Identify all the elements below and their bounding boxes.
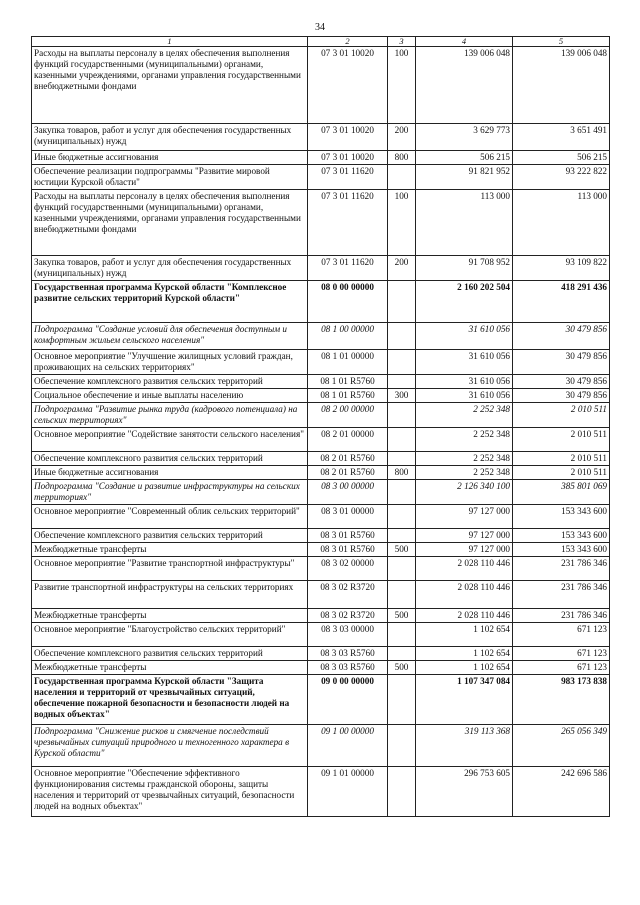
row-code-cell: 08 3 03 00000 xyxy=(308,623,388,647)
row-value-2021-cell: 2 028 110 446 xyxy=(416,557,513,581)
row-code-cell: 08 3 03 R5760 xyxy=(308,647,388,661)
row-value-2021-cell: 91 821 952 xyxy=(416,165,513,190)
row-value-2021-cell: 2 160 202 504 xyxy=(416,281,513,323)
row-code-cell: 07 3 01 11620 xyxy=(308,256,388,281)
row-value-2021-cell: 139 006 048 xyxy=(416,47,513,124)
row-code-cell: 08 2 01 R5760 xyxy=(308,466,388,480)
row-code-cell: 08 3 01 00000 xyxy=(308,505,388,529)
table-body xyxy=(32,47,610,817)
row-type-cell: 800 xyxy=(388,151,416,165)
row-code-cell: 08 3 02 R3720 xyxy=(308,581,388,609)
row-code-cell: 09 1 00 00000 xyxy=(308,725,388,767)
row-type-cell xyxy=(388,623,416,647)
row-value-2022-cell: 153 343 600 xyxy=(513,505,610,529)
row-value-2022-cell: 30 479 856 xyxy=(513,323,610,350)
column-header: 3 xyxy=(388,37,416,47)
row-code-cell: 07 3 01 10020 xyxy=(308,151,388,165)
row-name-cell: Межбюджетные трансферты xyxy=(32,609,308,623)
row-value-2021-cell: 31 610 056 xyxy=(416,350,513,375)
table-row xyxy=(32,623,610,647)
row-name-cell: Социальное обеспечение и иные выплаты населению xyxy=(32,389,308,403)
column-header: 5 xyxy=(513,37,610,47)
row-name-cell: Основное мероприятие "Современный облик сельских территорий" xyxy=(32,505,308,529)
row-value-2022-cell: 153 343 600 xyxy=(513,543,610,557)
column-header: 1 xyxy=(32,37,308,47)
page-number: 34 xyxy=(315,22,325,33)
row-code-cell: 08 1 01 00000 xyxy=(308,350,388,375)
table-row xyxy=(32,350,610,375)
row-value-2021-cell: 31 610 056 xyxy=(416,323,513,350)
row-name-cell: Иные бюджетные ассигнования xyxy=(32,151,308,165)
row-type-cell xyxy=(388,403,416,428)
table-row xyxy=(32,190,610,256)
row-value-2022-cell: 93 222 822 xyxy=(513,165,610,190)
row-value-2022-cell: 418 291 436 xyxy=(513,281,610,323)
table-row xyxy=(32,661,610,675)
row-value-2021-cell: 97 127 000 xyxy=(416,529,513,543)
table-row xyxy=(32,480,610,505)
row-value-2021-cell: 97 127 000 xyxy=(416,543,513,557)
row-name-cell: Подпрограмма "Создание условий для обеспечения доступным и комфортным жильем сельского населения" xyxy=(32,323,308,350)
row-value-2022-cell: 671 123 xyxy=(513,661,610,675)
row-value-2022-cell: 671 123 xyxy=(513,623,610,647)
row-value-2022-cell: 385 801 069 xyxy=(513,480,610,505)
table-row xyxy=(32,151,610,165)
table-row xyxy=(32,375,610,389)
table-row xyxy=(32,581,610,609)
row-value-2021-cell: 2 252 348 xyxy=(416,466,513,480)
row-type-cell: 300 xyxy=(388,389,416,403)
row-name-cell: Основное мероприятие "Обеспечение эффективного функционирования системы гражданской обороны, защиты населения и территорий от чрезвычайных ситуаций, безопасности людей на водных объектах" xyxy=(32,767,308,817)
row-code-cell: 07 3 01 10020 xyxy=(308,124,388,151)
row-name-cell: Расходы на выплаты персоналу в целях обеспечения выполнения функций государственными (муниципальными) органами, казенными учреждениями, органами управления государственными внебюджетными фондами xyxy=(32,47,308,124)
row-name-cell: Обеспечение комплексного развития сельских территорий xyxy=(32,452,308,466)
row-value-2021-cell: 2 252 348 xyxy=(416,428,513,452)
row-name-cell: Основное мероприятие "Улучшение жилищных условий граждан, проживающих на сельских территориях" xyxy=(32,350,308,375)
row-name-cell: Обеспечение комплексного развития сельских территорий xyxy=(32,647,308,661)
table-row xyxy=(32,675,610,725)
row-type-cell xyxy=(388,323,416,350)
table-row xyxy=(32,505,610,529)
row-value-2021-cell: 91 708 952 xyxy=(416,256,513,281)
row-value-2021-cell: 1 107 347 084 xyxy=(416,675,513,725)
row-value-2022-cell: 2 010 511 xyxy=(513,403,610,428)
row-value-2021-cell: 1 102 654 xyxy=(416,623,513,647)
row-name-cell: Межбюджетные трансферты xyxy=(32,543,308,557)
row-type-cell: 200 xyxy=(388,124,416,151)
row-code-cell: 07 3 01 10020 xyxy=(308,47,388,124)
row-value-2021-cell: 1 102 654 xyxy=(416,661,513,675)
row-type-cell: 100 xyxy=(388,47,416,124)
table-row xyxy=(32,557,610,581)
row-value-2022-cell: 983 173 838 xyxy=(513,675,610,725)
row-value-2021-cell: 31 610 056 xyxy=(416,389,513,403)
row-type-cell: 500 xyxy=(388,609,416,623)
row-code-cell: 08 1 00 00000 xyxy=(308,323,388,350)
row-value-2022-cell: 2 010 511 xyxy=(513,452,610,466)
row-value-2022-cell: 30 479 856 xyxy=(513,350,610,375)
row-type-cell xyxy=(388,767,416,817)
row-code-cell: 08 2 00 00000 xyxy=(308,403,388,428)
row-value-2022-cell: 2 010 511 xyxy=(513,428,610,452)
row-value-2022-cell: 3 651 491 xyxy=(513,124,610,151)
row-value-2021-cell: 2 126 340 100 xyxy=(416,480,513,505)
row-value-2022-cell: 30 479 856 xyxy=(513,389,610,403)
table-row xyxy=(32,609,610,623)
row-type-cell xyxy=(388,480,416,505)
row-value-2022-cell: 2 010 511 xyxy=(513,466,610,480)
row-type-cell xyxy=(388,725,416,767)
row-type-cell xyxy=(388,428,416,452)
table-row xyxy=(32,403,610,428)
row-value-2022-cell: 153 343 600 xyxy=(513,529,610,543)
row-type-cell xyxy=(388,375,416,389)
row-type-cell: 800 xyxy=(388,466,416,480)
row-value-2021-cell: 1 102 654 xyxy=(416,647,513,661)
table-row xyxy=(32,281,610,323)
row-value-2022-cell: 506 215 xyxy=(513,151,610,165)
column-header: 4 xyxy=(416,37,513,47)
row-name-cell: Основное мероприятие "Благоустройство сельских территорий" xyxy=(32,623,308,647)
row-value-2021-cell: 113 000 xyxy=(416,190,513,256)
row-value-2022-cell: 671 123 xyxy=(513,647,610,661)
table-row xyxy=(32,725,610,767)
row-type-cell xyxy=(388,647,416,661)
row-name-cell: Межбюджетные трансферты xyxy=(32,661,308,675)
row-code-cell: 08 1 01 R5760 xyxy=(308,375,388,389)
row-code-cell: 08 3 01 R5760 xyxy=(308,529,388,543)
row-value-2021-cell: 319 113 368 xyxy=(416,725,513,767)
row-type-cell xyxy=(388,165,416,190)
row-type-cell xyxy=(388,581,416,609)
row-value-2022-cell: 242 696 586 xyxy=(513,767,610,817)
row-type-cell xyxy=(388,281,416,323)
table-row xyxy=(32,256,610,281)
row-name-cell: Расходы на выплаты персоналу в целях обеспечения выполнения функций государственными (муниципальными) органами, казенными учреждениями, органами управления государственными внебюджетными фондами xyxy=(32,190,308,256)
row-value-2021-cell: 2 028 110 446 xyxy=(416,581,513,609)
row-type-cell: 100 xyxy=(388,190,416,256)
row-value-2022-cell: 139 006 048 xyxy=(513,47,610,124)
row-type-cell: 200 xyxy=(388,256,416,281)
row-code-cell: 08 3 01 R5760 xyxy=(308,543,388,557)
table-row xyxy=(32,124,610,151)
column-header: 2 xyxy=(308,37,388,47)
row-code-cell: 07 3 01 11620 xyxy=(308,165,388,190)
row-name-cell: Подпрограмма "Создание и развитие инфраструктуры на сельских территориях" xyxy=(32,480,308,505)
row-value-2021-cell: 3 629 773 xyxy=(416,124,513,151)
row-name-cell: Обеспечение комплексного развития сельских территорий xyxy=(32,529,308,543)
row-type-cell xyxy=(388,505,416,529)
row-value-2022-cell: 231 786 346 xyxy=(513,557,610,581)
row-name-cell: Основное мероприятие "Развитие транспортной инфраструктуры" xyxy=(32,557,308,581)
table-header-row xyxy=(32,37,610,47)
row-name-cell: Государственная программа Курской области "Комплексное развитие сельских территорий Курской области" xyxy=(32,281,308,323)
row-code-cell: 07 3 01 11620 xyxy=(308,190,388,256)
table-row xyxy=(32,452,610,466)
row-code-cell: 08 0 00 00000 xyxy=(308,281,388,323)
row-type-cell xyxy=(388,675,416,725)
row-name-cell: Иные бюджетные ассигнования xyxy=(32,466,308,480)
row-value-2022-cell: 231 786 346 xyxy=(513,609,610,623)
row-code-cell: 08 3 02 R3720 xyxy=(308,609,388,623)
table-row xyxy=(32,428,610,452)
row-name-cell: Обеспечение реализации подпрограммы "Развитие мировой юстиции Курской области" xyxy=(32,165,308,190)
row-value-2022-cell: 231 786 346 xyxy=(513,581,610,609)
row-value-2021-cell: 2 252 348 xyxy=(416,403,513,428)
table-row xyxy=(32,165,610,190)
table-row xyxy=(32,647,610,661)
row-code-cell: 08 3 03 R5760 xyxy=(308,661,388,675)
row-code-cell: 08 3 02 00000 xyxy=(308,557,388,581)
row-name-cell: Закупка товаров, работ и услуг для обеспечения государственных (муниципальных) нужд xyxy=(32,124,308,151)
row-code-cell: 08 2 01 R5760 xyxy=(308,452,388,466)
row-value-2022-cell: 30 479 856 xyxy=(513,375,610,389)
row-type-cell xyxy=(388,452,416,466)
table-row xyxy=(32,47,610,124)
row-code-cell: 09 1 01 00000 xyxy=(308,767,388,817)
row-type-cell: 500 xyxy=(388,543,416,557)
table-row xyxy=(32,767,610,817)
row-name-cell: Закупка товаров, работ и услуг для обеспечения государственных (муниципальных) нужд xyxy=(32,256,308,281)
table-row xyxy=(32,529,610,543)
row-name-cell: Основное мероприятие "Содействие занятости сельского населения" xyxy=(32,428,308,452)
row-name-cell: Подпрограмма "Развитие рынка труда (кадрового потенциала) на сельских территориях" xyxy=(32,403,308,428)
row-code-cell: 08 2 01 00000 xyxy=(308,428,388,452)
row-value-2021-cell: 2 028 110 446 xyxy=(416,609,513,623)
row-type-cell xyxy=(388,557,416,581)
row-type-cell xyxy=(388,350,416,375)
row-code-cell: 08 3 00 00000 xyxy=(308,480,388,505)
row-name-cell: Подпрограмма "Снижение рисков и смягчение последствий чрезвычайных ситуаций природного и техногенного характера в Курской области" xyxy=(32,725,308,767)
row-type-cell xyxy=(388,529,416,543)
table-row xyxy=(32,466,610,480)
row-type-cell: 500 xyxy=(388,661,416,675)
row-code-cell: 09 0 00 00000 xyxy=(308,675,388,725)
row-value-2022-cell: 93 109 822 xyxy=(513,256,610,281)
row-name-cell: Развитие транспортной инфраструктуры на сельских территориях xyxy=(32,581,308,609)
budget-table xyxy=(31,36,610,817)
row-code-cell: 08 1 01 R5760 xyxy=(308,389,388,403)
table-row xyxy=(32,323,610,350)
row-value-2022-cell: 113 000 xyxy=(513,190,610,256)
row-value-2021-cell: 31 610 056 xyxy=(416,375,513,389)
row-value-2021-cell: 2 252 348 xyxy=(416,452,513,466)
row-name-cell: Обеспечение комплексного развития сельских территорий xyxy=(32,375,308,389)
table-row xyxy=(32,389,610,403)
row-value-2021-cell: 97 127 000 xyxy=(416,505,513,529)
row-value-2022-cell: 265 056 349 xyxy=(513,725,610,767)
table-row xyxy=(32,543,610,557)
row-name-cell: Государственная программа Курской области "Защита населения и территорий от чрезвычайных ситуаций, обеспечение пожарной безопасности и безопасности людей на водных объектах" xyxy=(32,675,308,725)
row-value-2021-cell: 506 215 xyxy=(416,151,513,165)
row-value-2021-cell: 296 753 605 xyxy=(416,767,513,817)
